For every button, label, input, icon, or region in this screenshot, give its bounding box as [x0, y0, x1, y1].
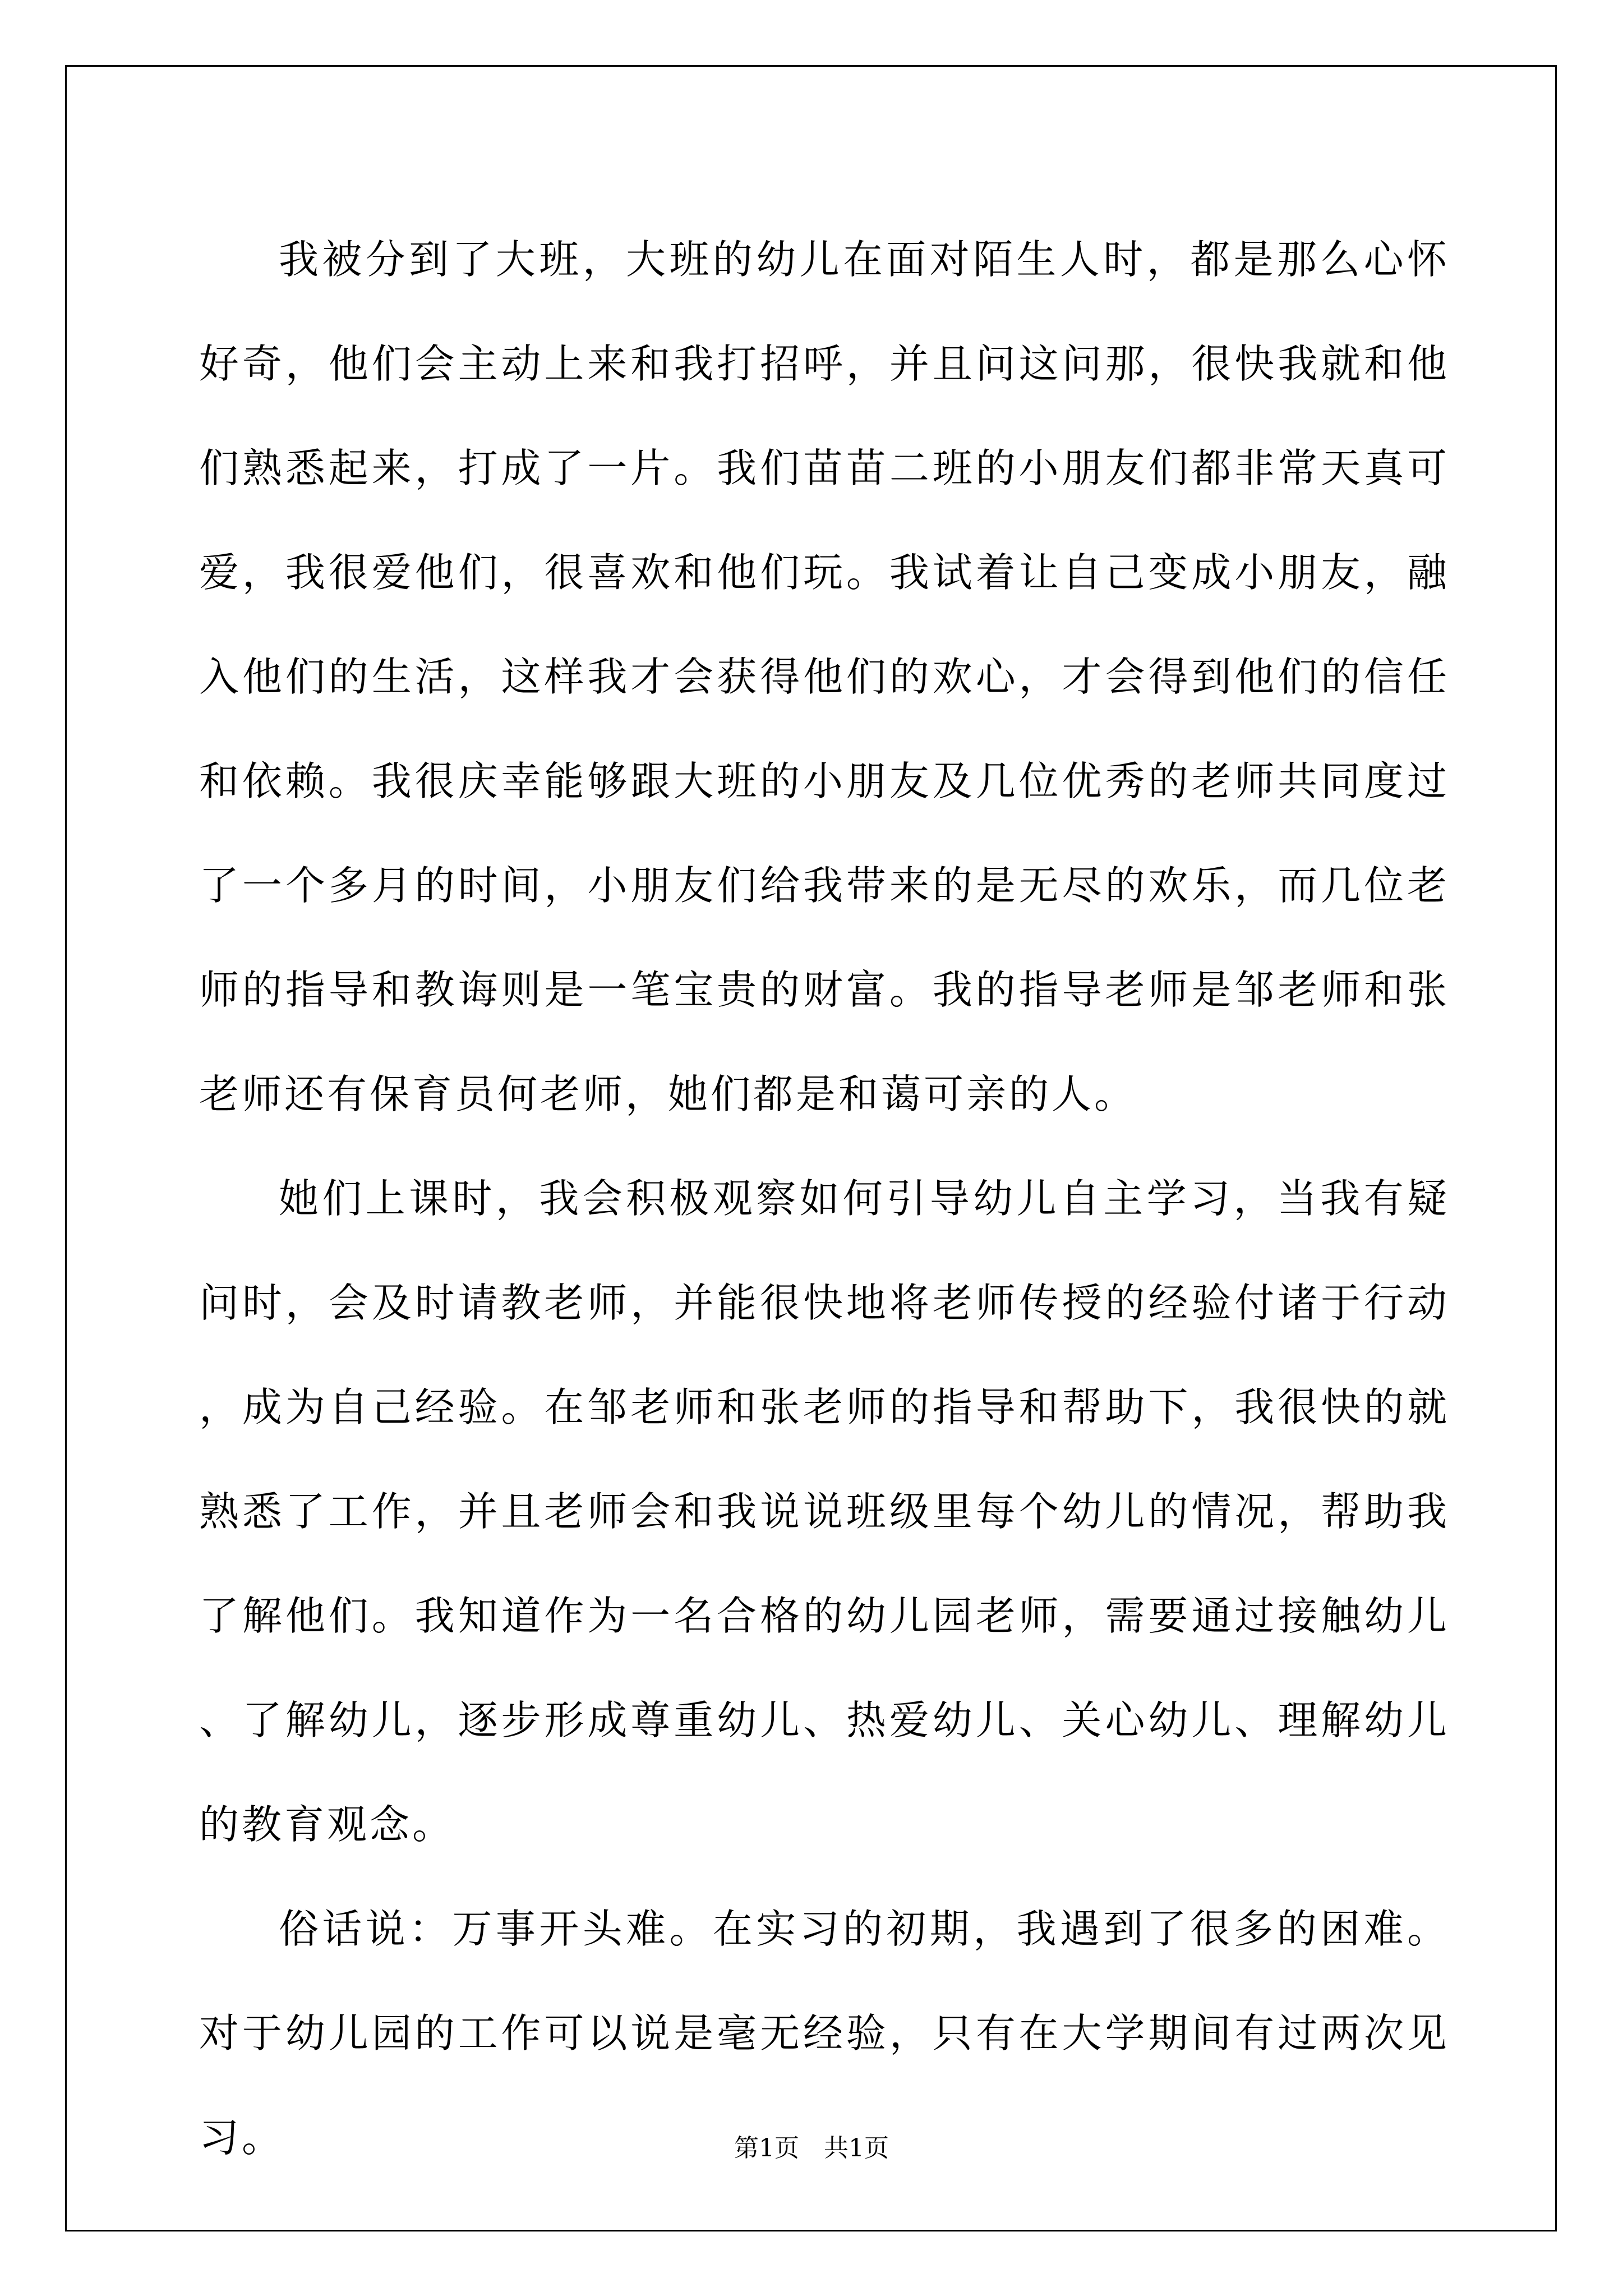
paragraph-3: 俗话说：万事开头难。在实习的初期，我遇到了很多的困难。对于幼儿园的工作可以说是毫无经验，只有在大学期间有过两次见习。 [199, 1906, 1450, 2161]
page-footer [0, 2132, 1623, 2165]
paragraph-1: 我被分到了大班，大班的幼儿在面对陌生人时，都是那么心怀好奇，他们会主动上来和我打招呼，并且问这问那，很快我就和他们熟悉起来，打成了一片。我们苗苗二班的小朋友们都非常天真可爱，我很爱他们，很喜欢和他们玩。我试着让自己变成小朋友，融入他们的生活，这样我才会获得他们的欢心，才会得到他们的信任和依赖。我很庆幸能够跟大班的小朋友及几位优秀的老师共同度过了一个多月的时间，小朋友们给我带来的是无尽的欢乐，而几位老师的指导和教诲则是一笔宝贵的财富。我的指导老师是邹老师和张老师还有保育员何老师，她们都是和蔼可亲的人。 [199, 236, 1450, 1117]
page-number: 第1页 [734, 2134, 799, 2162]
document-body [199, 208, 1450, 2190]
page-total: 共1页 [824, 2134, 889, 2162]
paragraph-2: 她们上课时，我会积极观察如何引导幼儿自主学习，当我有疑问时，会及时请教老师，并能很快地将老师传授的经验付诸于行动，成为自己经验。在邹老师和张老师的指导和帮助下，我很快的就熟悉了工作，并且老师会和我说说班级里每个幼儿的情况，帮助我了解他们。我知道作为一名合格的幼儿园老师，需要通过接触幼儿、了解幼儿，逐步形成尊重幼儿、热爱幼儿、关心幼儿、理解幼儿的教育观念。 [199, 1175, 1450, 1848]
